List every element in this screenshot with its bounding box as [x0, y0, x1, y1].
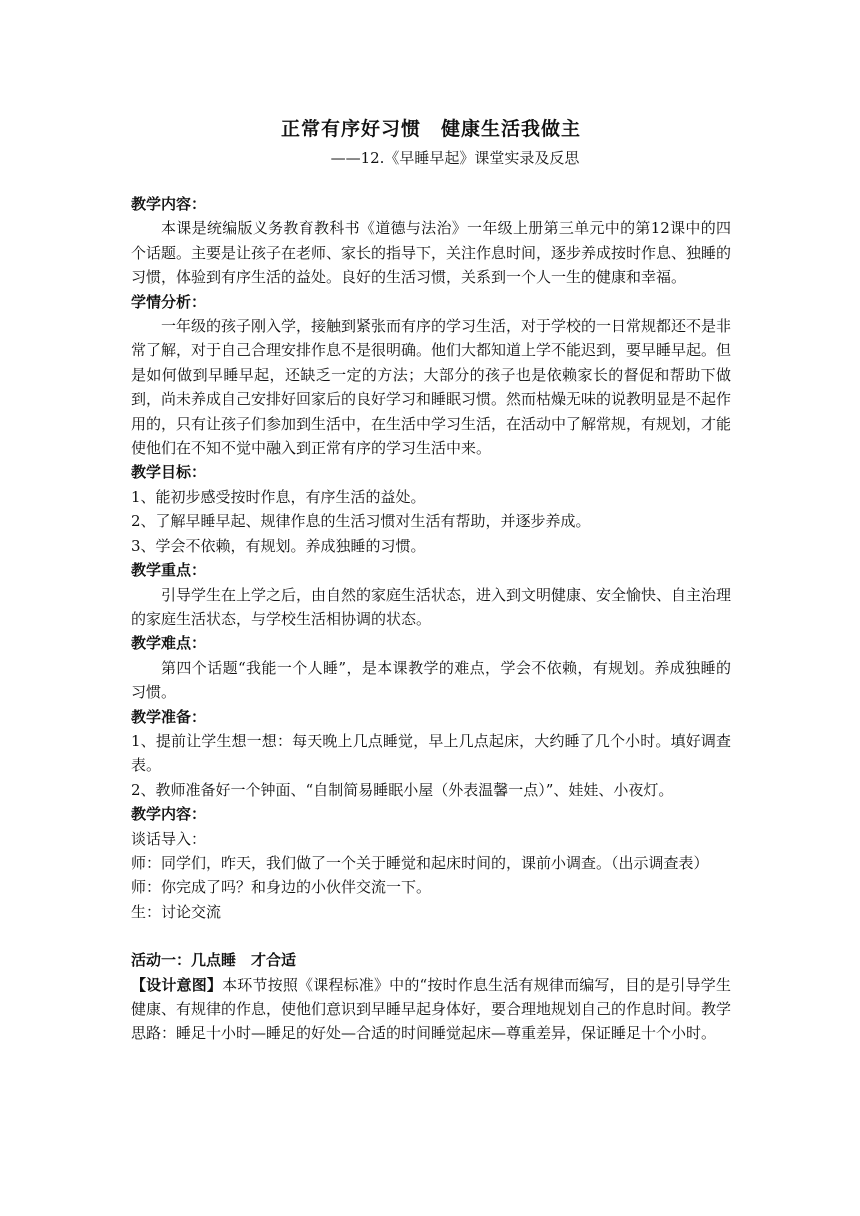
preparation-item: 1、提前让学生想一想：每天晚上几点睡觉，早上几点起床，大约睡了几个小时。填好调查表。: [131, 731, 731, 775]
document-title: 正常有序好习惯 健康生活我做主: [280, 118, 581, 140]
section-teaching-preparation: [131, 705, 731, 803]
section-teaching-difficulty: [131, 631, 731, 704]
goal-item: 3、学会不依赖，有规划。养成独睡的习惯。: [131, 536, 426, 555]
section-teaching-focus: [131, 558, 731, 631]
section-teaching-process: [131, 802, 731, 924]
section-student-analysis: [131, 290, 731, 461]
section-paragraph: 一年级的孩子刚入学，接触到紧张而有序的学习生活，对于学校的一日常规都还不是非常了解，对于自己合理安排作息不是很明确。他们大都知道上学不能迟到，要早睡早起。但是如何做到早睡早起，还缺乏一定的方法；大部分的孩子也是依赖家长的督促和帮助下做到，尚未养成自己安排好回家后的良好学习和睡眠习惯。然而枯燥无味的说教明显是不起作用的，只有让孩子们参加到生活中，在生活中学习生活，在活动中了解常规，有规划，才能使他们在不知不觉中融入到正常有序的学习生活中来。: [131, 317, 732, 458]
section-heading: 教学内容：: [131, 195, 207, 213]
section-heading: 教学准备：: [131, 707, 207, 726]
section-heading: 教学目标：: [131, 463, 207, 482]
section-teaching-goals: [131, 460, 731, 558]
dialogue-line: 师：你完成了吗？和身边的小伙伴交流一下。: [131, 878, 432, 897]
activity-heading: 活动一：几点睡 才合适: [131, 951, 297, 970]
design-intent-label: 【设计意图】: [131, 975, 223, 994]
section-paragraph: 本课是统编版义务教育教科书《道德与法治》一年级上册第三单元中的第12课中的四个话题。主要是让孩子在老师、家长的指导下，关注作息时间，逐步养成按时作息、独睡的习惯，体验到有序生活的益处。良好的生活习惯，关系到一个人一生的健康和幸福。: [131, 219, 732, 287]
design-intent-text: 本环节按照《课程标准》中的“按时作息生活有规律而编写，目的是引导学生健康、有规律的作息，使他们意识到早睡早起身体好，要合理地规划自己的作息时间。教学思路：睡足十小时—睡足的好处—合适的时间睡觉起床—尊重差异，保证睡足十个小时。: [131, 975, 732, 1043]
preparation-item: 2、教师准备好一个钟面、“自制简易睡眠小屋（外表温馨一点）”、娃娃、小夜灯。: [131, 780, 674, 799]
design-intent-paragraph: [131, 973, 731, 1046]
section-heading: 教学重点：: [131, 561, 207, 580]
spacer: [131, 924, 731, 948]
document-page: [131, 112, 731, 1046]
section-paragraph: 第四个话题“我能一个人睡”，是本课教学的难点，学会不依赖，有规划。养成独睡的习惯。: [131, 658, 731, 702]
document-subtitle: ——12.《早睡早起》课堂实录及反思: [330, 149, 580, 167]
dialogue-line: 师：同学们，昨天，我们做了一个关于睡觉和起床时间的，课前小调查。（出示调查表）: [131, 853, 709, 872]
section-heading: 学情分析：: [131, 292, 207, 311]
dialogue-line: 生：讨论交流: [131, 902, 222, 921]
section-heading: 教学难点：: [131, 634, 207, 653]
goal-item: 2、了解早睡早起、规律作息的生活习惯对生活有帮助，并逐步养成。: [131, 512, 591, 531]
section-teaching-content: [131, 192, 731, 290]
section-activity-one: [131, 948, 731, 1046]
section-heading: 教学内容：: [131, 805, 207, 824]
section-paragraph: 引导学生在上学之后，由自然的家庭生活状态，进入到文明健康、安全愉快、自主治理的家庭生活状态，与学校生活相协调的状态。: [131, 585, 732, 628]
goal-item: 1、能初步感受按时作息，有序生活的益处。: [131, 487, 426, 506]
dialogue-line: 谈话导入：: [131, 829, 207, 848]
